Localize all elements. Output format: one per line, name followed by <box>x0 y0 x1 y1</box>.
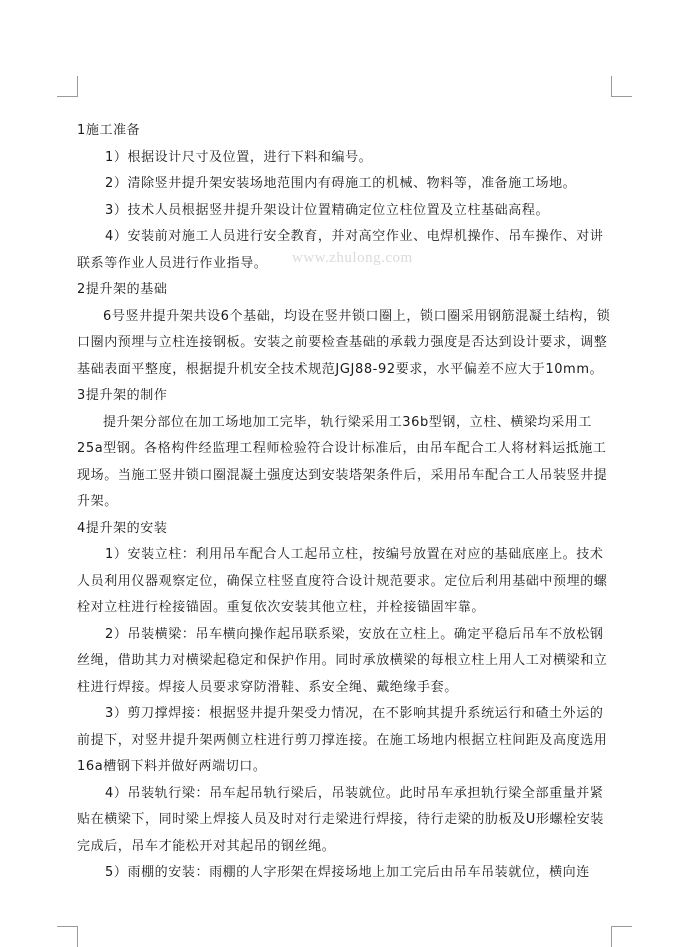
paragraph: 3）剪刀撑焊接：根据竖井提升架受力情况，在不影响其提升系统运行和碴土外运的前提下，对竖井提升架两侧立柱进行剪刀撑连接。在施工场地内根据立柱间距及高度选用16a槽钢下料并做好两端切口。 <box>77 706 608 774</box>
paragraph: 4）安装前对施工人员进行安全教育，并对高空作业、电焊机操作、吊车操作、对讲联系等作业人员进行作业指导。 <box>77 229 604 271</box>
margin-corner-top-right <box>611 76 632 97</box>
margin-corner-bottom-right <box>611 926 632 947</box>
watermark: www.zhulong.com <box>292 250 413 266</box>
margin-corner-bottom-left <box>57 926 78 947</box>
paragraph: 1）安装立柱：利用吊车配合人工起吊立柱，按编号放置在对应的基础底座上。技术人员利用仪器观察定位，确保立柱竖直度符合设计规范要求。定位后利用基础中预埋的螺栓对立柱进行栓接锚固。重复依次安装其他立柱，并栓接锚固牢靠。 <box>77 547 608 615</box>
paragraph: 5）雨棚的安装：雨棚的人字形架在焊接场地上加工完后由吊车吊装就位，横向连 <box>105 865 590 880</box>
section-heading: 3提升架的制作 <box>77 388 168 403</box>
paragraph: 6号竖井提升架共设6个基础，均设在竖井锁口圈上，锁口圈采用钢筋混凝土结构，锁口圈内预埋与立柱连接钢板。安装之前要检查基础的承载力强度是否达到设计要求，调整基础表面平整度，根据提升机安全技术规范JGJ88-92要求，水平偏差不应大于10mm。 <box>77 308 611 377</box>
margin-corner-top-left <box>57 76 78 97</box>
section-heading: 2提升架的基础 <box>77 282 168 297</box>
paragraph: 3）技术人员根据竖井提升架设计位置精确定位立柱位置及立柱基础高程。 <box>105 202 550 218</box>
paragraph: 提升架分部位在加工场地加工完毕，轨行梁采用工36b型钢，立柱、横梁均采用工25a型钢。各格构件经监理工程师检验符合设计标准后，由吊车配合工人将材料运抵施工现场。当施工竖井锁口圈混凝土强度达到安装塔架条件后，采用吊车配合工人吊装竖井提升架。 <box>77 414 608 509</box>
section-heading: 1施工准备 <box>77 123 141 138</box>
paragraph: 2）吊装横梁：吊车横向操作起吊联系梁，安放在立柱上。确定平稳后吊车不放松钢丝绳，借助其力对横梁起稳定和保护作用。同时承放横梁的每根立柱上用人工对横梁和立柱进行焊接。焊接人员要求穿防滑鞋、系安全绳、戴绝缘手套。 <box>77 626 608 695</box>
paragraph: 2）清除竖井提升架安装场地范围内有碍施工的机械、物料等，准备施工场地。 <box>105 176 577 191</box>
paragraph: 4）吊装轨行梁：吊车起吊轨行梁后，吊装就位。此时吊车承担轨行梁全部重量并紧贴在横梁下，同时梁上焊接人员及时对行走梁进行焊接，待行走梁的肋板及U形螺栓安装完成后，吊车才能松开对其起吊的钢丝绳。 <box>77 785 604 854</box>
section-heading: 4提升架的安装 <box>77 520 168 536</box>
document-body <box>77 118 611 887</box>
paragraph: 1）根据设计尺寸及位置，进行下料和编号。 <box>105 149 373 165</box>
